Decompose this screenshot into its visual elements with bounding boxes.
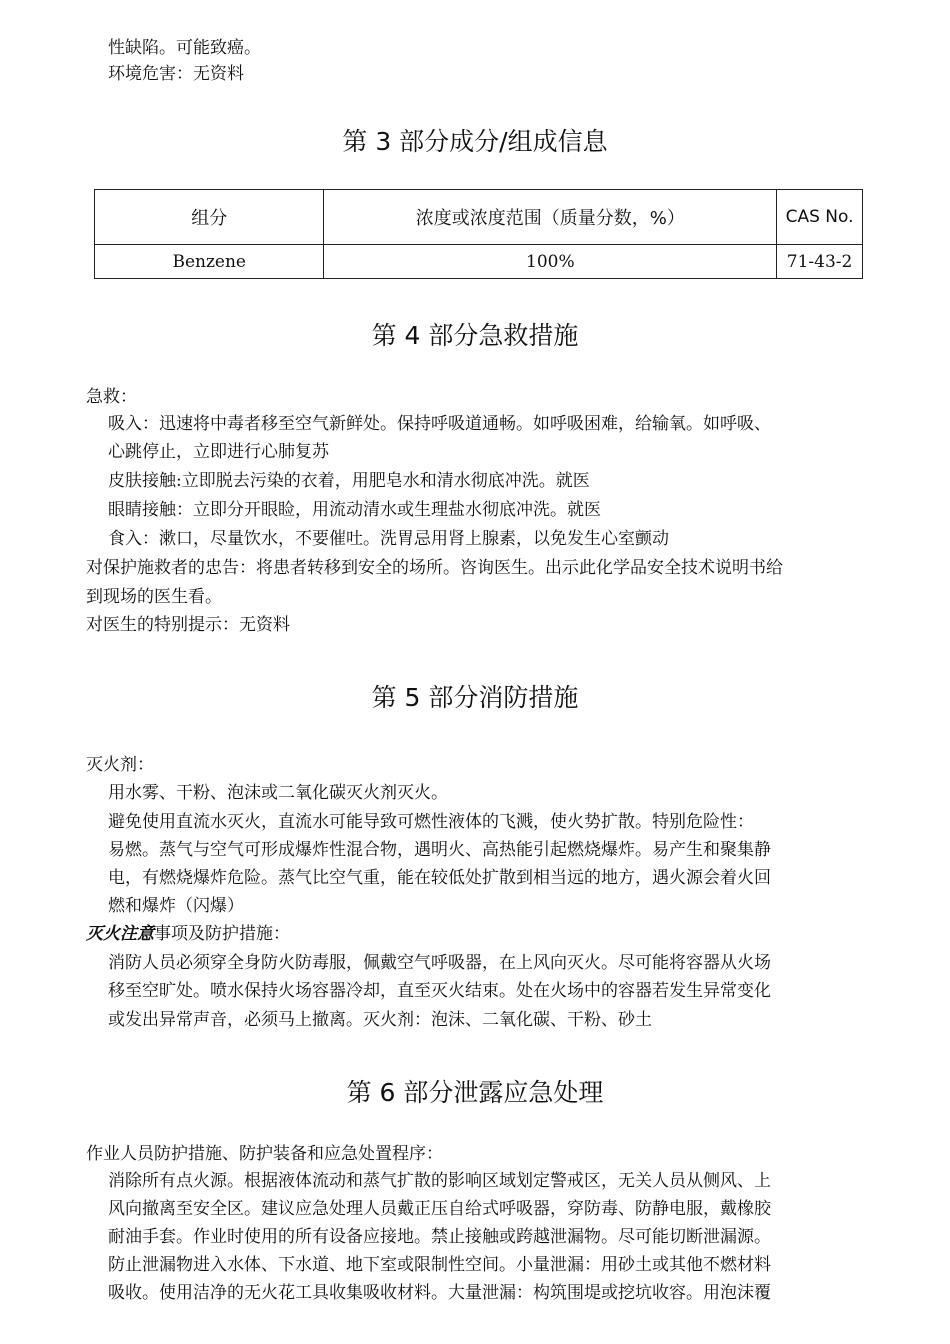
firefighting-line: 用水雾、干粉、泡沫或二氧化碳灭火剂灭火。 (108, 783, 448, 803)
spill-line: 防止泄漏物进入水体、下水道、地下室或限制性空间。小量泄漏：用砂土或其他不燃材料 (108, 1255, 771, 1275)
notes-label-emphasis: 灭火注意 (86, 924, 154, 944)
section-5-title: 第 5 部分消防措施 (371, 683, 579, 712)
header-concentration: 浓度或浓度范围（质量分数，%） (324, 190, 777, 245)
first-aid-line: 皮肤接触:立即脱去污染的衣着，用肥皂水和清水彻底冲洗。就医 (108, 471, 590, 491)
first-aid-line: 心跳停止，立即进行心肺复苏 (108, 442, 329, 462)
header-cas: CAS No. (777, 190, 863, 245)
cell-cas: 71-43-2 (777, 245, 863, 279)
cell-concentration: 100% (324, 245, 777, 279)
first-aid-line: 对保护施救者的忠告：将患者转移到安全的场所。咨询医生。出示此化学品安全技术说明书给 (86, 558, 783, 578)
spill-label: 作业人员防护措施、防护装备和应急处置程序： (86, 1144, 443, 1164)
firefighting-line: 电，有燃烧爆炸危险。蒸气比空气重，能在较低处扩散到相当远的地方，遇火源会着火回 (108, 868, 771, 888)
first-aid-line: 食入：漱口，尽量饮水，不要催吐。洗胃忌用肾上腺素，以免发生心室颤动 (108, 529, 669, 549)
firefighting-line: 燃和爆炸（闪爆） (108, 896, 244, 916)
composition-table (94, 189, 863, 279)
first-aid-line: 眼睛接触：立即分开眼睑，用流动清水或生理盐水彻底冲洗。就医 (108, 500, 601, 520)
extinguishing-label: 灭火剂： (86, 755, 154, 775)
firefighting-line: 易燃。蒸气与空气可形成爆炸性混合物，遇明火、高热能引起燃烧爆炸。易产生和聚集静 (108, 840, 771, 860)
firefighting-notes-line: 消防人员必须穿全身防火防毒服，佩戴空气呼吸器，在上风向灭火。尽可能将容器从火场 (108, 953, 771, 973)
continued-line-2: 环境危害：无资料 (108, 64, 244, 84)
firefighting-line: 避免使用直流水灭火，直流水可能导致可燃性液体的飞溅，使火势扩散。特别危险性： (108, 812, 754, 832)
cell-component: Benzene (95, 245, 324, 279)
first-aid-label: 急救： (86, 387, 137, 407)
section-3-title: 第 3 部分成分/组成信息 (342, 127, 608, 156)
continued-line-1: 性缺陷。可能致癌。 (108, 38, 261, 58)
first-aid-line: 到现场的医生看。 (86, 587, 222, 607)
firefighting-notes-label (86, 920, 290, 948)
spill-line: 吸收。使用洁净的无火花工具收集吸收材料。大量泄漏：构筑围堤或挖坑收容。用泡沫覆 (108, 1283, 771, 1303)
table-header-row (95, 190, 863, 245)
notes-label-rest: 事项及防护措施： (154, 924, 290, 944)
spill-line: 耐油手套。作业时使用的所有设备应接地。禁止接触或跨越泄漏物。尽可能切断泄漏源。 (108, 1227, 771, 1247)
first-aid-line: 吸入：迅速将中毒者移至空气新鲜处。保持呼吸道通畅。如呼吸困难，给输氧。如呼吸、 (108, 414, 771, 434)
first-aid-line: 对医生的特别提示：无资料 (86, 615, 290, 635)
header-component: 组分 (95, 190, 324, 245)
firefighting-notes-line: 移至空旷处。喷水保持火场容器冷却，直至灭火结束。处在火场中的容器若发生异常变化 (108, 981, 771, 1001)
spill-line: 消除所有点火源。根据液体流动和蒸气扩散的影响区域划定警戒区，无关人员从侧风、上 (108, 1171, 771, 1191)
section-4-title: 第 4 部分急救措施 (371, 321, 579, 350)
table-row (95, 245, 863, 279)
firefighting-notes-line: 或发出异常声音，必须马上撤离。灭火剂：泡沫、二氧化碳、干粉、砂土 (108, 1010, 652, 1030)
spill-line: 风向撤离至安全区。建议应急处理人员戴正压自给式呼吸器，穿防毒、防静电服，戴橡胶 (108, 1199, 771, 1219)
section-6-title: 第 6 部分泄露应急处理 (346, 1078, 604, 1107)
